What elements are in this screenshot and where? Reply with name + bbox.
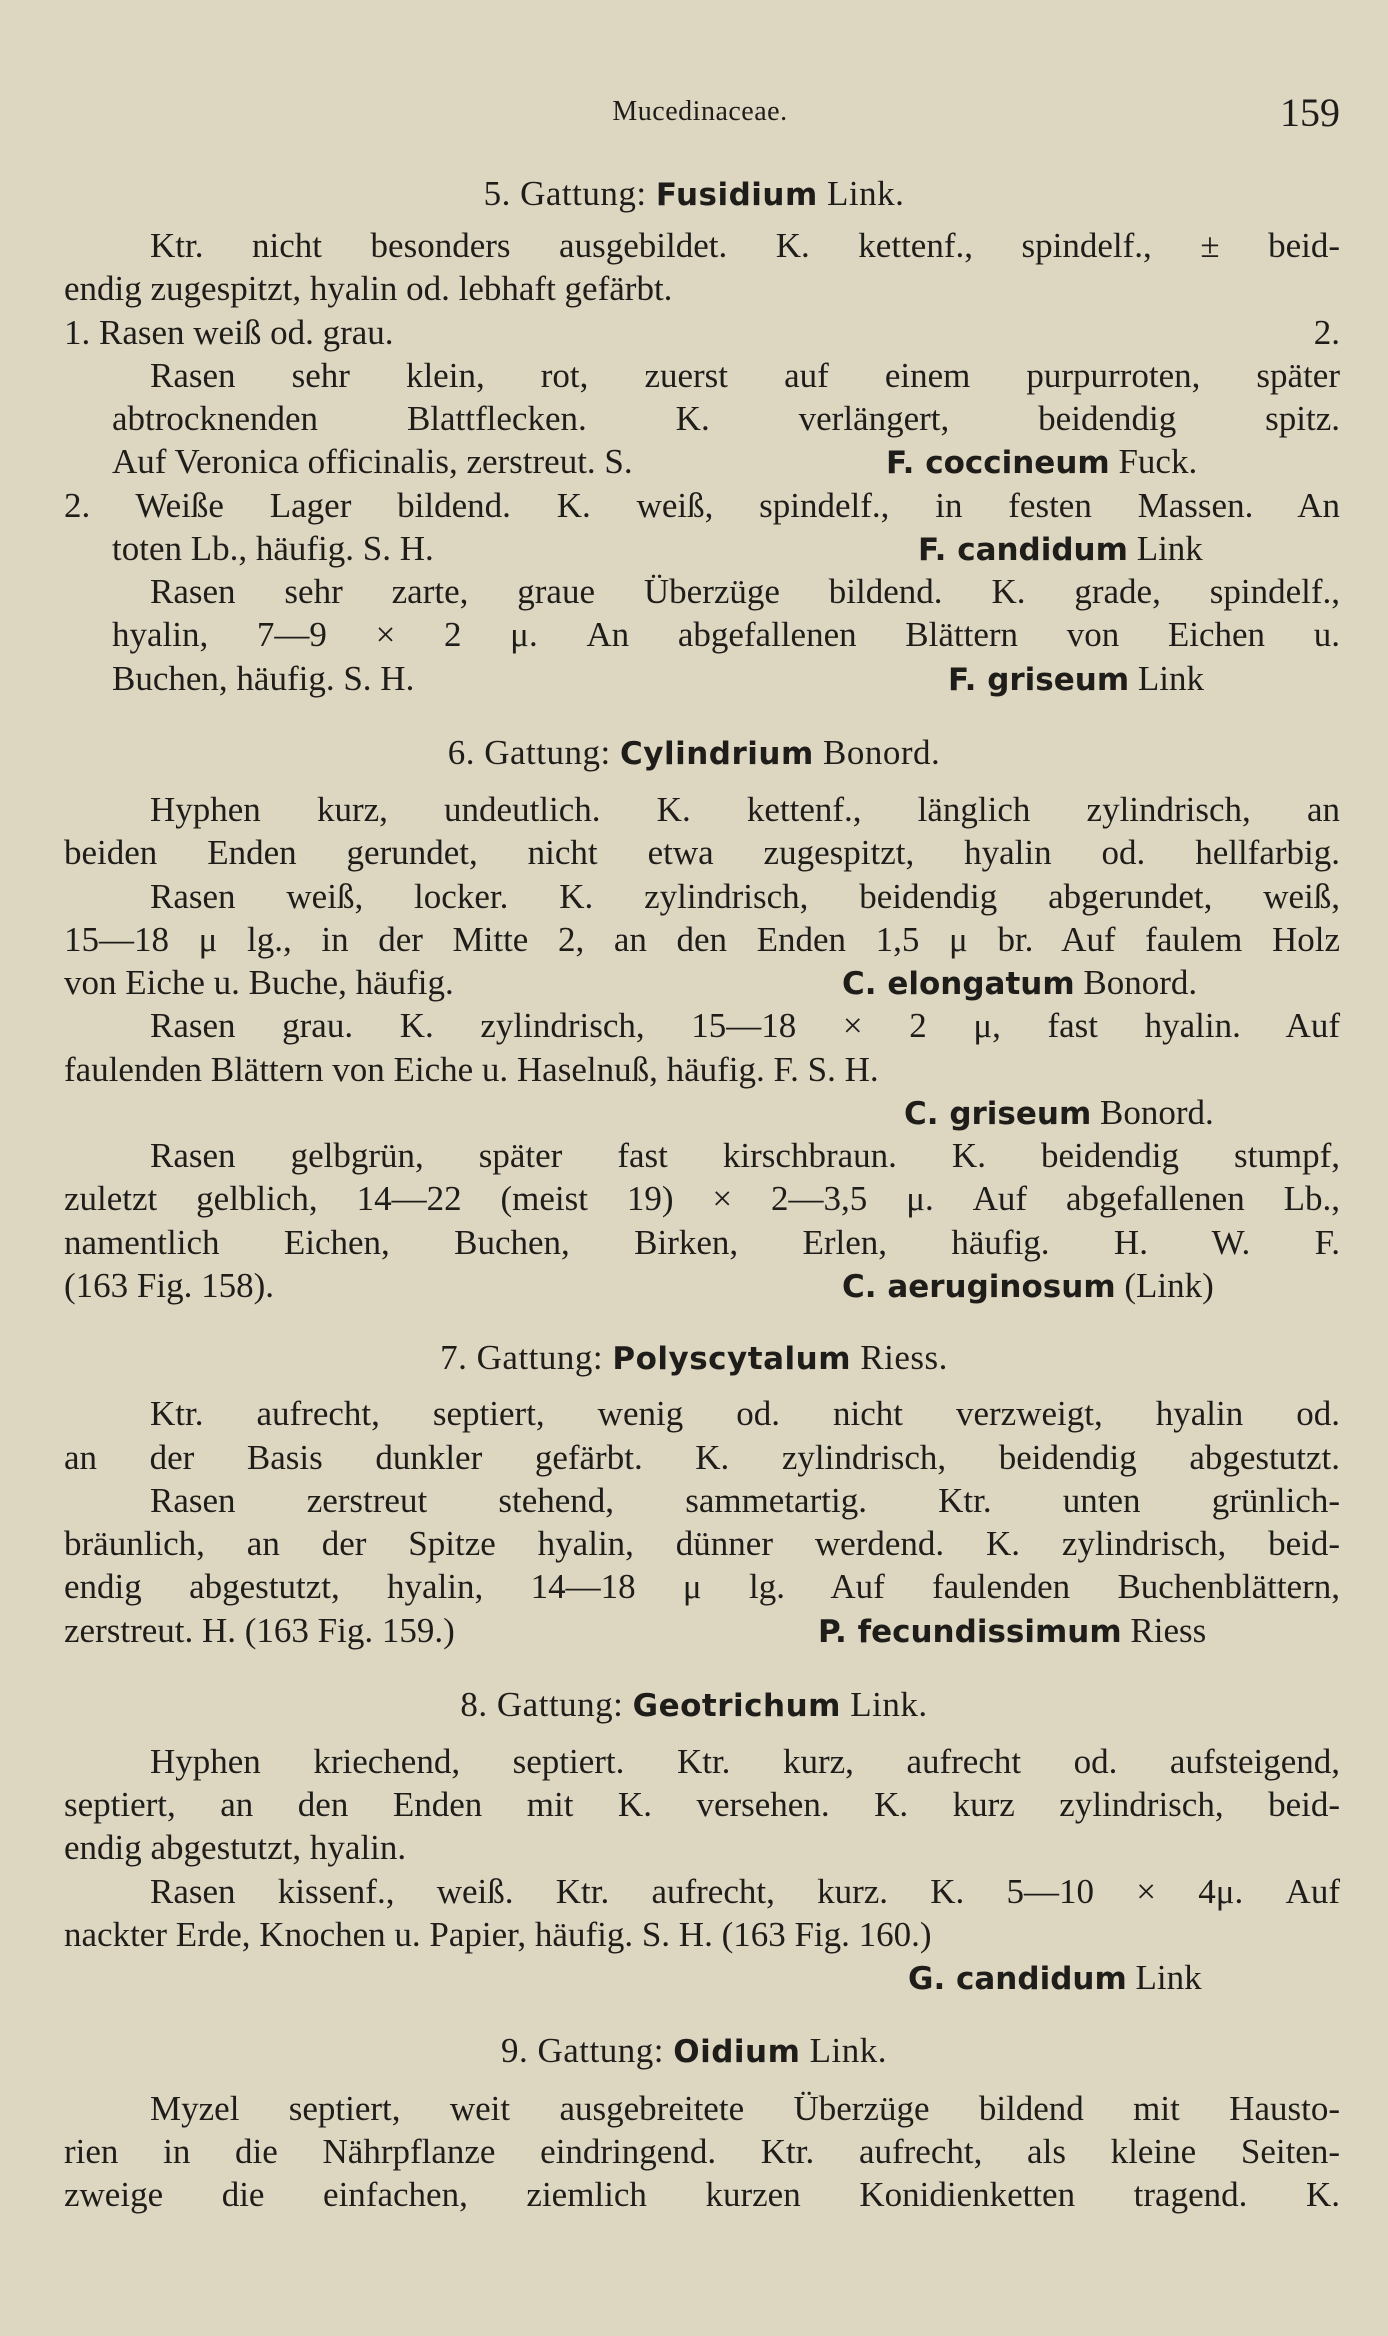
text-line: zerstreut. H. (163 Fig. 159.) bbox=[64, 1611, 455, 1650]
text-line: endig abgestutzt, hyalin. bbox=[64, 1828, 407, 1867]
text-line: Ktr. nicht besonders ausgebildet. K. kettenf., spindelf., ± beid- bbox=[150, 226, 1340, 265]
text-line: an der Basis dunkler gefärbt. K. zylindrisch, beidendig abgestutzt. bbox=[64, 1438, 1340, 1477]
genus-heading-5: 5. Gattung: Fusidium Link. bbox=[483, 174, 905, 213]
genus-heading-8: 8. Gattung: Geotrichum Link. bbox=[460, 1685, 928, 1724]
text-line: (163 Fig. 158). bbox=[64, 1266, 274, 1305]
species-name: P. fecundissimum Riess bbox=[818, 1611, 1207, 1650]
text-line: toten Lb., häufig. S. H. bbox=[112, 529, 434, 568]
text-line: bräunlich, an der Spitze hyalin, dünner werdend. K. zylindrisch, beid- bbox=[64, 1524, 1340, 1563]
text-line: Auf Veronica officinalis, zerstreut. S. bbox=[112, 442, 633, 481]
genus-heading-7: 7. Gattung: Polyscytalum Riess. bbox=[440, 1338, 948, 1377]
text-line: 15—18 μ lg., in der Mitte 2, an den Enden 1,5 μ br. Auf faulem Holz bbox=[64, 920, 1340, 959]
genus-name: Geotrichum bbox=[632, 1688, 841, 1724]
genus-heading-9: 9. Gattung: Oidium Link. bbox=[500, 2031, 887, 2070]
page-number: 159 bbox=[1280, 90, 1340, 135]
running-header: Mucedinaceae. bbox=[612, 96, 788, 127]
genus-heading-6: 6. Gattung: Cylindrium Bonord. bbox=[447, 733, 941, 772]
species-name: C. griseum Bonord. bbox=[904, 1093, 1214, 1132]
species-name: G. candidum Link bbox=[908, 1958, 1202, 1997]
species-name: F. coccineum Fuck. bbox=[886, 442, 1198, 481]
genus-name: Oidium bbox=[673, 2034, 801, 2070]
text-line: beiden Enden gerundet, nicht etwa zugespitzt, hyalin od. hellfarbig. bbox=[64, 833, 1340, 872]
species-name: C. elongatum Bonord. bbox=[842, 963, 1198, 1002]
text-line: Buchen, häufig. S. H. bbox=[112, 659, 415, 698]
text-line: zuletzt gelblich, 14—22 (meist 19) × 2—3,5 μ. Auf abgefallenen Lb., bbox=[64, 1179, 1340, 1218]
species-name: F. candidum Link bbox=[918, 529, 1203, 568]
key-line: 1. Rasen weiß od. grau. 2. bbox=[64, 313, 1340, 352]
text-line: Hyphen kriechend, septiert. Ktr. kurz, aufrecht od. aufsteigend, bbox=[150, 1742, 1340, 1781]
text-line: Rasen sehr zarte, graue Überzüge bildend. K. grade, spindelf., bbox=[150, 572, 1340, 611]
text-line: nackter Erde, Knochen u. Papier, häufig. S. H. (163 Fig. 160.) bbox=[64, 1915, 932, 1954]
text-line: von Eiche u. Buche, häufig. bbox=[64, 963, 454, 1002]
key-line: 2. Weiße Lager bildend. K. weiß, spindelf., in festen Massen. An bbox=[64, 486, 1340, 525]
text-line: Ktr. aufrecht, septiert, wenig od. nicht verzweigt, hyalin od. bbox=[150, 1394, 1340, 1433]
text-line: Rasen kissenf., weiß. Ktr. aufrecht, kurz. K. 5—10 × 4μ. Auf bbox=[150, 1872, 1340, 1911]
text-line: Rasen weiß, locker. K. zylindrisch, beidendig abgerundet, weiß, bbox=[150, 877, 1340, 916]
text-line: Rasen zerstreut stehend, sammetartig. Ktr. unten grünlich- bbox=[150, 1481, 1340, 1520]
genus-name: Polyscytalum bbox=[612, 1341, 851, 1377]
text-line: Rasen sehr klein, rot, zuerst auf einem purpurroten, später bbox=[150, 356, 1340, 395]
species-name: F. griseum Link bbox=[948, 659, 1205, 698]
text-line: Hyphen kurz, undeutlich. K. kettenf., länglich zylindrisch, an bbox=[150, 790, 1340, 829]
text-line: endig abgestutzt, hyalin, 14—18 μ lg. Auf faulenden Buchenblättern, bbox=[64, 1567, 1340, 1606]
genus-name: Cylindrium bbox=[619, 736, 814, 772]
species-name: C. aeruginosum (Link) bbox=[842, 1266, 1214, 1305]
genus-name: Fusidium bbox=[655, 177, 818, 213]
text-line: rien in die Nährpflanze eindringend. Ktr. aufrecht, als kleine Seiten- bbox=[64, 2132, 1340, 2171]
text-line: abtrocknenden Blattflecken. K. verlängert, beidendig spitz. bbox=[112, 399, 1340, 438]
text-line: Myzel septiert, weit ausgebreitete Überzüge bildend mit Hausto- bbox=[150, 2089, 1340, 2128]
text-line: zweige die einfachen, ziemlich kurzen Konidienketten tragend. K. bbox=[64, 2175, 1340, 2214]
text-line: namentlich Eichen, Buchen, Birken, Erlen, häufig. H. W. F. bbox=[64, 1223, 1340, 1262]
text-line: hyalin, 7—9 × 2 μ. An abgefallenen Blättern von Eichen u. bbox=[112, 615, 1340, 654]
text-line: faulenden Blättern von Eiche u. Haselnuß, häufig. F. S. H. bbox=[64, 1050, 879, 1089]
text-line: septiert, an den Enden mit K. versehen. K. kurz zylindrisch, beid- bbox=[64, 1785, 1340, 1824]
text-line: Rasen grau. K. zylindrisch, 15—18 × 2 μ, fast hyalin. Auf bbox=[150, 1006, 1340, 1045]
text-line: Rasen gelbgrün, später fast kirschbraun. K. beidendig stumpf, bbox=[150, 1136, 1340, 1175]
text-line: endig zugespitzt, hyalin od. lebhaft gefärbt. bbox=[64, 269, 673, 308]
